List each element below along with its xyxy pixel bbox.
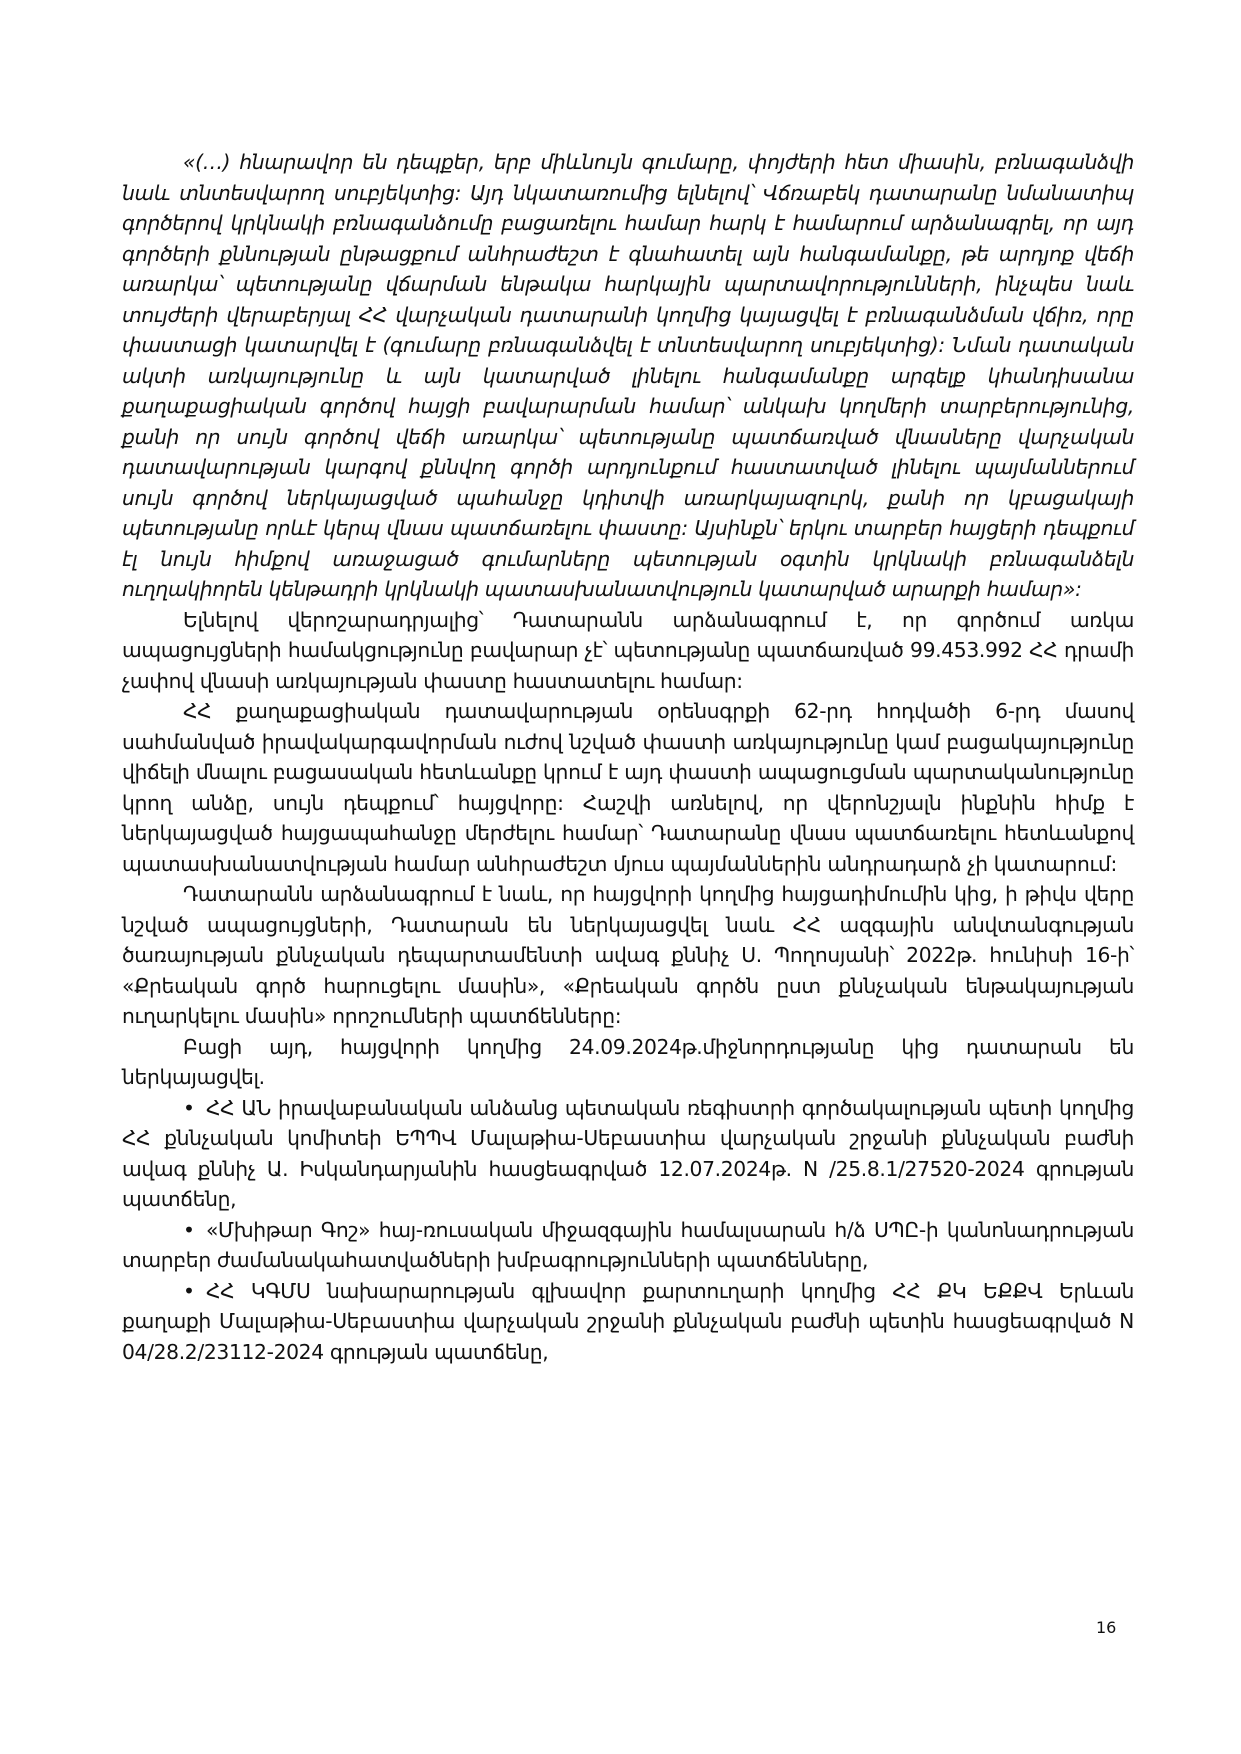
list-item — [122, 1215, 1134, 1276]
bullet-icon: • — [183, 1217, 195, 1242]
list-item — [122, 1093, 1134, 1215]
paragraph-civil-procedure: ՀՀ քաղաքացիական դատավարության օրենսգրքի 62-րդ հոդվածի 6-րդ մասով սահմանված իրավակարգավորման ուժով նշված փաստի առկայությունը կամ բացակայությունը վիճելի մնալու բացասական հետևանքը կրում է այդ փաստի ապացուցման պարտականությունը կրող անձը, սույն դեպքում՝ հայցվորը: Հաշվի առնելով, որ վերոնշյալն ինքնին հիմք է ներկայացված հայցապահանջը մերժելու համար՝ Դատարանը վնաս պատճառելու հետևանքով պատասխանատվության համար անհրաժեշտ մյուս պայմաններին անդրադարձ չի կատարում: — [122, 699, 1134, 876]
list-item — [122, 1276, 1134, 1368]
paragraph-additional-submissions: Բացի այդ, հայցվորի կողմից 24.09.2024թ.միջնորդությանը կից դատարան են ներկայացվել. — [122, 1034, 1134, 1089]
paragraph-court-notes: Դատարանն արձանագրում է նաև, որ հայցվորի կողմից հայցադիմումին կից, ի թիվս վերը նշված ապացույցների, Դատարան են ներկայացվել նաև ՀՀ ազգային անվտանգության ծառայության քննչական դեպարտամենտի ավագ քննիչ Ս. Պողոսյանի՝ 2022թ. հունիսի 16-ի՝ «Քրեական գործ հարուցելու մասին», «Քրեական գործն ըստ քննչական ենթակայության ուղարկելու մասին» որոշումների պատճենները: — [122, 882, 1134, 1028]
page-number: 16 — [1096, 1618, 1117, 1637]
bullet-icon: • — [183, 1095, 195, 1120]
bullet-icon: • — [183, 1278, 195, 1303]
list-item-text: «Մխիթար Գոշ» հայ-ռուսական միջազգային համալսարան հ/ձ ՍՊԸ-ի կանոնադրության տարբեր ժամանակահատվածների խմբագրությունների պատճենները, — [122, 1217, 1134, 1272]
list-item-text: ՀՀ ԱՆ իրավաբանական անձանց պետական ռեգիստրի գործակալության պետի կողմից ՀՀ քննչական կոմիտեի ԵՊՊՎ Մալաթիա-Սեբաստիա վարչական շրջանի քննչական բաժնի ավագ քննիչ Ա. Իսկանդարյանին հասցեագրված 12.07.2024թ. N /25.8.1/27520-2024 գրության պատճենը, — [122, 1095, 1134, 1211]
quoted-paragraph: «(…) հնարավոր են դեպքեր, երբ միևնույն գումարը, փոյժերի հետ միասին, բռնագանձվի նաև տնտեսվարող սուբյեկտից: Այդ նկատառումից ելնելով՝ Վճռաբեկ դատարանը նմանատիպ գործերով կրկնակի բռնագանձումը բացառելու համար հարկ է համարում արձանագրել, որ այդ գործերի քննության ընթացքում անհրաժեշտ է գնահատել այն հանգամանքը, թե արդյոք վեճի առարկա՝ պետությանը վճարման ենթակա հարկային պարտավորությունների, ինչպես նաև տույժերի վերաբերյալ ՀՀ վարչական դատարանի կողմից կայացվել է բռնագանձման վճիռ, որը փաստացի կատարվել է (գումարը բռնագանձվել է տնտեսվարող սուբյեկտից): Նման դատական ակտի առկայությունը և այն կատարված լինելու հանգամանքը արգելք կհանդիսանա քաղաքացիական գործով հայցի բավարարման համար՝ անկախ կողմերի տարբերությունից, քանի որ սույն գործով վեճի առարկա՝ պետությանը պատճառված վնասները վարչական դատավարության կարգով քննվող գործի արդյունքում հաստատված լինելու պայմաններում սույն գործով ներկայացված պահանջը կդիտվի առարկայազուրկ, քանի որ կբացակայի պետությանը որևէ կերպ վնաս պատճառելու փաստը: Այսինքն՝ երկու տարբեր հայցերի դեպքում էլ նույն հիմքով առաջացած գումարները պետության օգտին կրկնակի բռնագանձելն ուղղակիորեն կենթադրի կրկնակի պատասխանատվություն կատարված արարքի համար»: — [122, 150, 1134, 601]
list-item-text: ՀՀ ԿԳՄՍ նախարարության գլխավոր քարտուղարի կողմից ՀՀ ՔԿ ԵՔՔՎ Երևան քաղաքի Մալաթիա-Սեբաստիա վարչական շրջանի քննչական բաժնի պետին հասցեագրված N 04/28.2/23112-2024 գրության պատճենը, — [122, 1278, 1134, 1364]
paragraph-conclusion: Ելնելով վերոշարադրյալից՝ Դատարանն արձանագրում է, որ գործում առկա ապացույցների համակցությունը բավարար չէ՝ պետությանը պատճառված 99.453.992 ՀՀ դրամի չափով վնասի առկայության փաստը հաստատելու համար: — [122, 607, 1134, 693]
document-page — [122, 147, 1134, 1367]
